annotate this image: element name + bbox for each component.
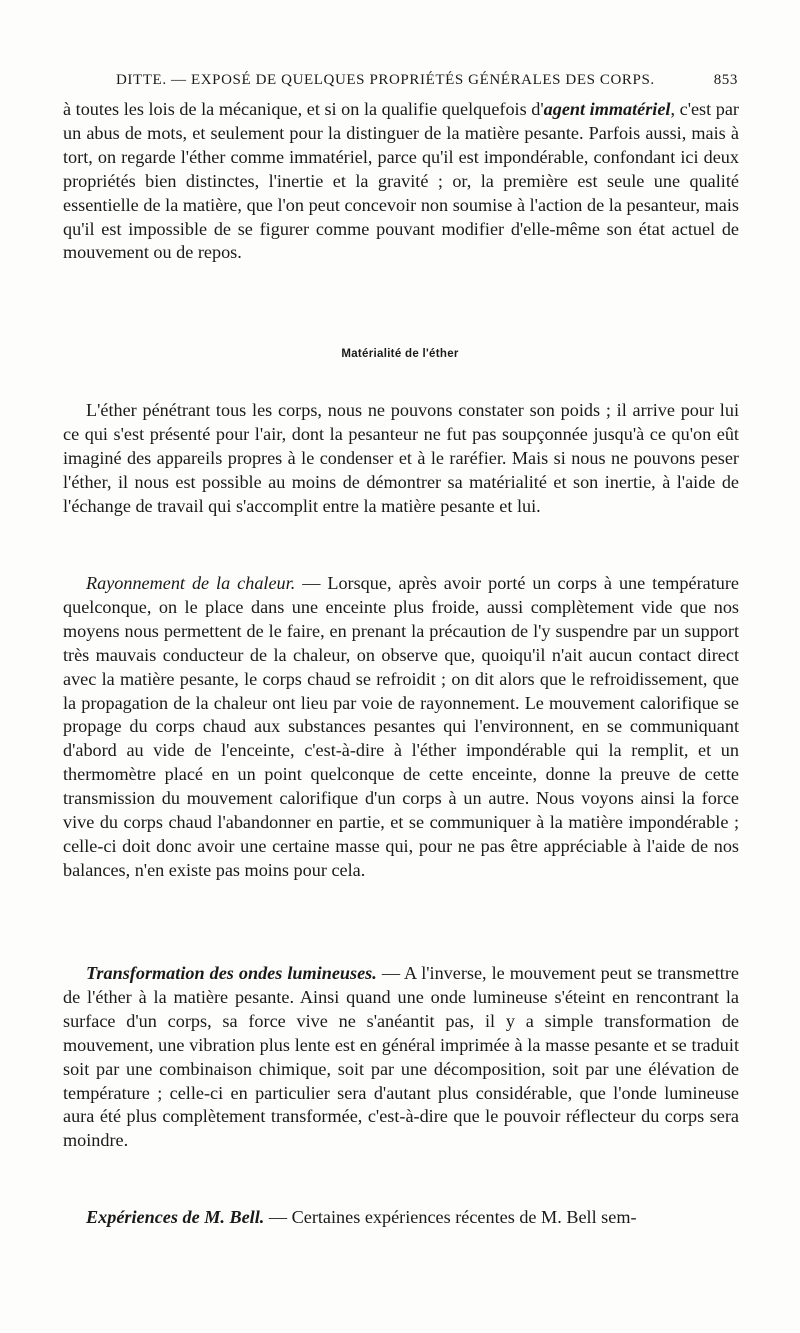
paragraph-materialite <box>63 399 739 519</box>
paragraph-text: — Lorsque, après avoir porté un corps à une température quelconque, on le place dans une enceinte plus froide, aussi complètement vide que nos moyens nous permettent de le faire, en prenant la précaution de l'y suspendre par un support très mauvais conducteur de la chaleur, on observe que, quoiqu'il n'ait aucun contact direct avec la matière pesante, le corps chaud se refroidit ; on dit alors que le refroidissement, que la propagation de la chaleur ont lieu par voie de rayonnement. Le mouvement calorifique se propage du corps chaud aux substances pesantes qui l'environnent, en se communiquant d'abord au vide de l'enceinte, c'est-à-dire à l'éther impondérable qui la remplit, et un thermomètre placé en un point quelconque de cette enceinte, donne la preuve de cette transmission du mouvement calorifique d'un corps à un autre. Nous voyons ainsi la force vive du corps chaud l'abandonner en partie, et se communiquer à la matière impondérable ; celle-ci doit donc avoir une certaine masse qui, pour ne pas être appréciable à l'aide de nos balances, n'en existe pas moins pour cela. <box>63 573 739 880</box>
paragraph-text: , c'est par un abus de mots, et seulement pour la distinguer de la matière pesante. Parfois aussi, mais à tort, on regarde l'éther comme immatériel, parce qu'il est impondérable, confondant ici deux propriétés bien distinctes, l'inertie et la gravité ; or, la première est seule une qualité essentielle de la matière, que l'on peut concevoir non soumise à l'action de la pesanteur, mais qu'il est impossible de se figurer comme pouvant modifier d'elle-même son état actuel de mouvement ou de repos. <box>63 99 739 263</box>
paragraph-text: — Certaines expériences récentes de M. Bell sem- <box>264 1207 637 1227</box>
page-number: 853 <box>713 72 738 88</box>
running-header <box>116 72 738 89</box>
paragraph-continuation <box>63 98 739 265</box>
paragraph-text: L'éther pénétrant tous les corps, nous ne pouvons constater son poids ; il arrive pour lui ce qui s'est présenté pour l'air, dont la pesanteur ne fut pas soupçonnée jusqu'à ce qu'on eût imaginé des appareils propres à le condenser et à le raréfier. Mais si nous ne pouvons peser l'éther, il nous est possible au moins de démontrer sa matérialité et son inertie, à l'aide de l'échange de travail qui s'accomplit entre la matière pesante et lui. <box>63 400 739 516</box>
paragraph-experiences <box>63 1206 739 1230</box>
paragraph-lead: Transformation des ondes lumineuses. <box>86 963 377 983</box>
paragraph-lead: Expériences de M. Bell. <box>86 1207 265 1227</box>
running-title: DITTE. — EXPOSÉ DE QUELQUES PROPRIÉTÉS GÉNÉRALES DES CORPS. <box>116 72 655 88</box>
section-title: Matérialité de l'éther <box>341 348 459 360</box>
emphasis-agent-immateriel: agent immatériel <box>543 99 671 119</box>
paragraph-transformation <box>63 962 739 1153</box>
paragraph-rayonnement <box>63 572 739 883</box>
paragraph-text: — A l'inverse, le mouvement peut se transmettre de l'éther à la matière pesante. Ainsi quand une onde lumineuse s'éteint en rencontrant la surface d'un corps, sa force vive ne s'anéantit pas, il y a simple transformation de mouvement, une vibration plus lente est en général imprimée à la masse pesante et se traduit soit par une combinaison chimique, soit par une décomposition, soit par une élévation de température ; celle-ci en particulier sera d'autant plus considérable, que l'onde lumineuse aura été plus complètement transformée, c'est-à-dire que le pouvoir réflecteur du corps sera moindre. <box>63 963 739 1151</box>
paragraph-text: à toutes les lois de la mécanique, et si on la qualifie quelquefois d' <box>63 99 544 119</box>
paragraph-lead: Rayonnement de la chaleur. <box>86 573 296 593</box>
